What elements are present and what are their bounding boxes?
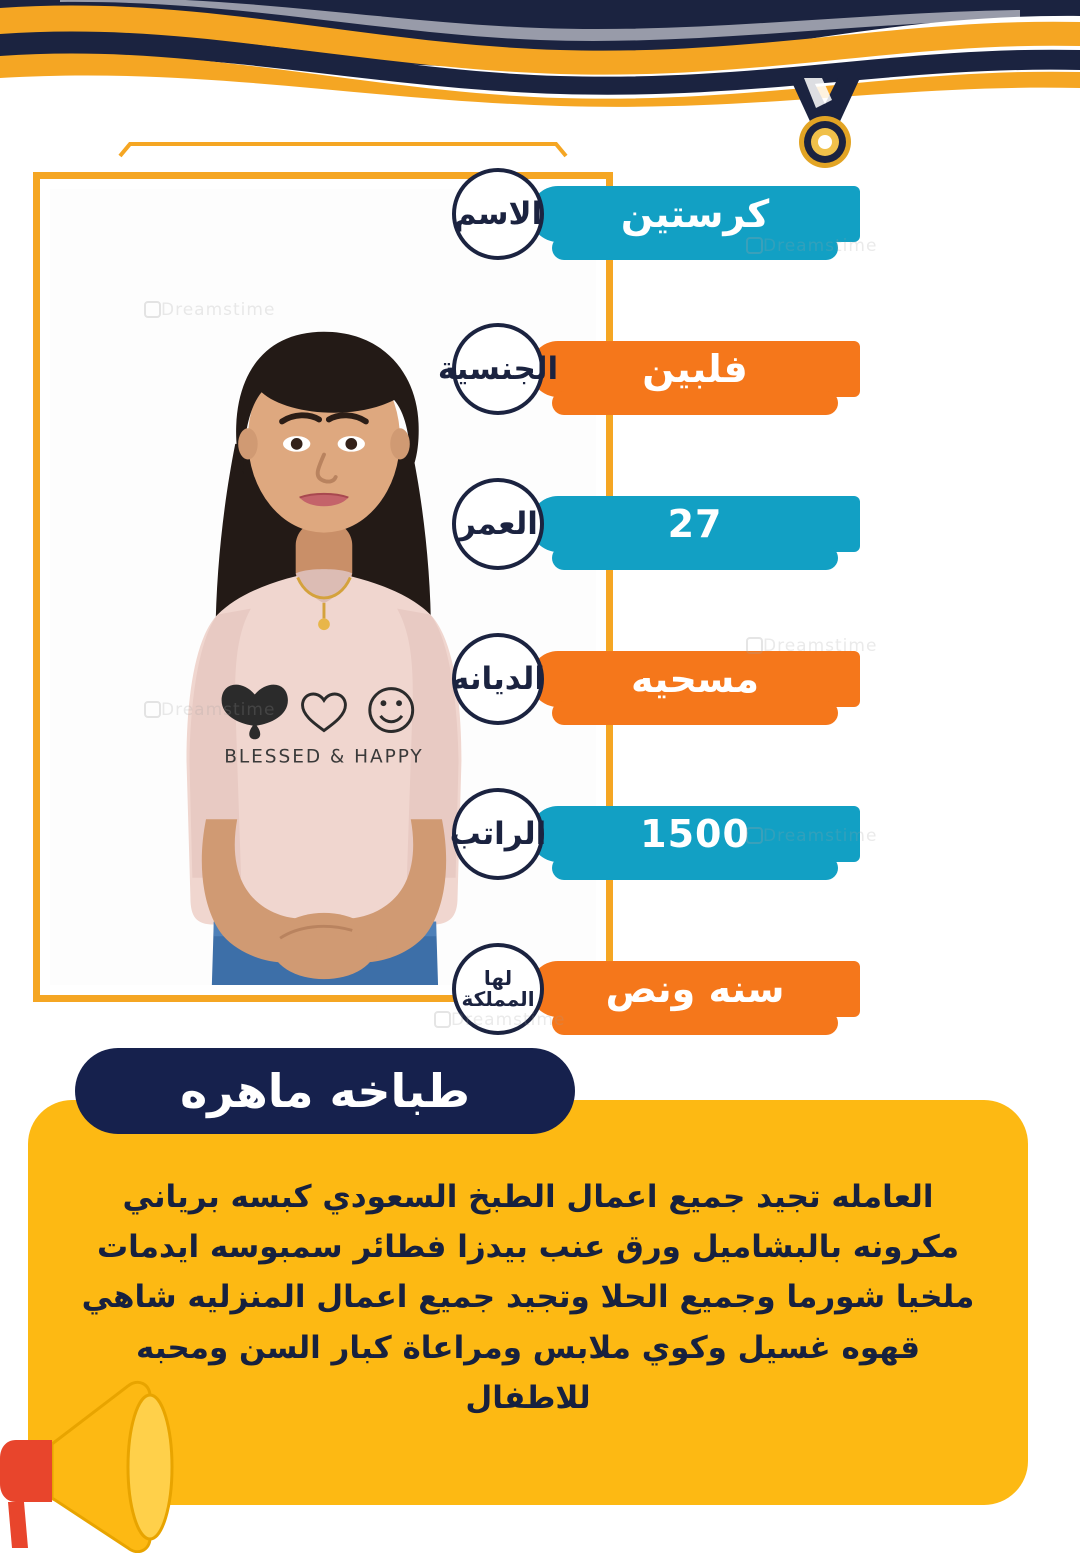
info-value-text: فلبين [642,347,748,391]
watermark: Dreamstime [742,236,877,256]
info-row-salary [430,788,860,880]
info-row-name [430,168,860,260]
info-label-badge [452,478,544,570]
info-value-pill [530,961,860,1017]
watermark: Dreamstime [742,826,877,846]
info-label-badge [437,323,559,415]
pill-shadow [552,546,838,570]
info-label-text: الديانه [451,660,545,697]
pill-shadow [552,236,838,260]
info-value-text: 27 [667,502,723,546]
info-value-pill [530,341,860,397]
info-label-badge [452,633,544,725]
info-label-badge [452,168,544,260]
pill-shadow [552,391,838,415]
info-label-text: الجنسية [437,350,559,387]
info-label-text: لها المملكة [461,966,535,1011]
info-row-religion [430,633,860,725]
skill-title-text: طباخه ماهره [180,1064,470,1118]
info-label-text: الاسم [453,195,543,232]
header-wave-decoration [0,0,1080,110]
info-label-badge [452,943,544,1035]
info-row-nationality [430,323,860,415]
info-label-badge [449,788,547,880]
megaphone-icon [0,1378,250,1553]
watermark: Dreamstime [140,700,275,720]
info-value-text: 1500 [640,812,750,856]
info-value-pill [530,651,860,707]
skills-description-text: العامله تجيد جميع اعمال الطبخ السعودي كبسه برياني مكرونه بالبشاميل ورق عنب بيدزا فطائر سمبوسه ايدمات ملخيا شورما وجميع الحلا وتجيد جميع اعمال المنزليه شاهي قهوه غسيل وكوي ملابس ومراعاة كبار السن ومحبه للاطفال [81,1179,975,1416]
info-value-pill [530,496,860,552]
pill-shadow [552,856,838,880]
pill-shadow [552,1011,838,1035]
watermark: Dreamstime [430,1010,565,1030]
info-value-text: مسحيه [630,657,760,701]
watermark: Dreamstime [140,300,275,320]
info-value-text: كرستين [620,192,770,236]
medal-icon [770,78,880,170]
watermark: Dreamstime [742,636,877,656]
info-value-pill [530,186,860,242]
skill-title-badge [75,1048,575,1134]
info-label-text: الراتب [449,815,547,852]
info-label-text: العمر [458,505,538,542]
shirt-print-text: BLESSED & HAPPY [224,746,424,768]
info-value-text: سنه ونص [605,967,785,1011]
pill-shadow [552,701,838,725]
photo-top-ornament [118,140,568,160]
info-row-duration-in-kingdom [430,943,860,1035]
info-value-pill [530,806,860,862]
info-row-age [430,478,860,570]
